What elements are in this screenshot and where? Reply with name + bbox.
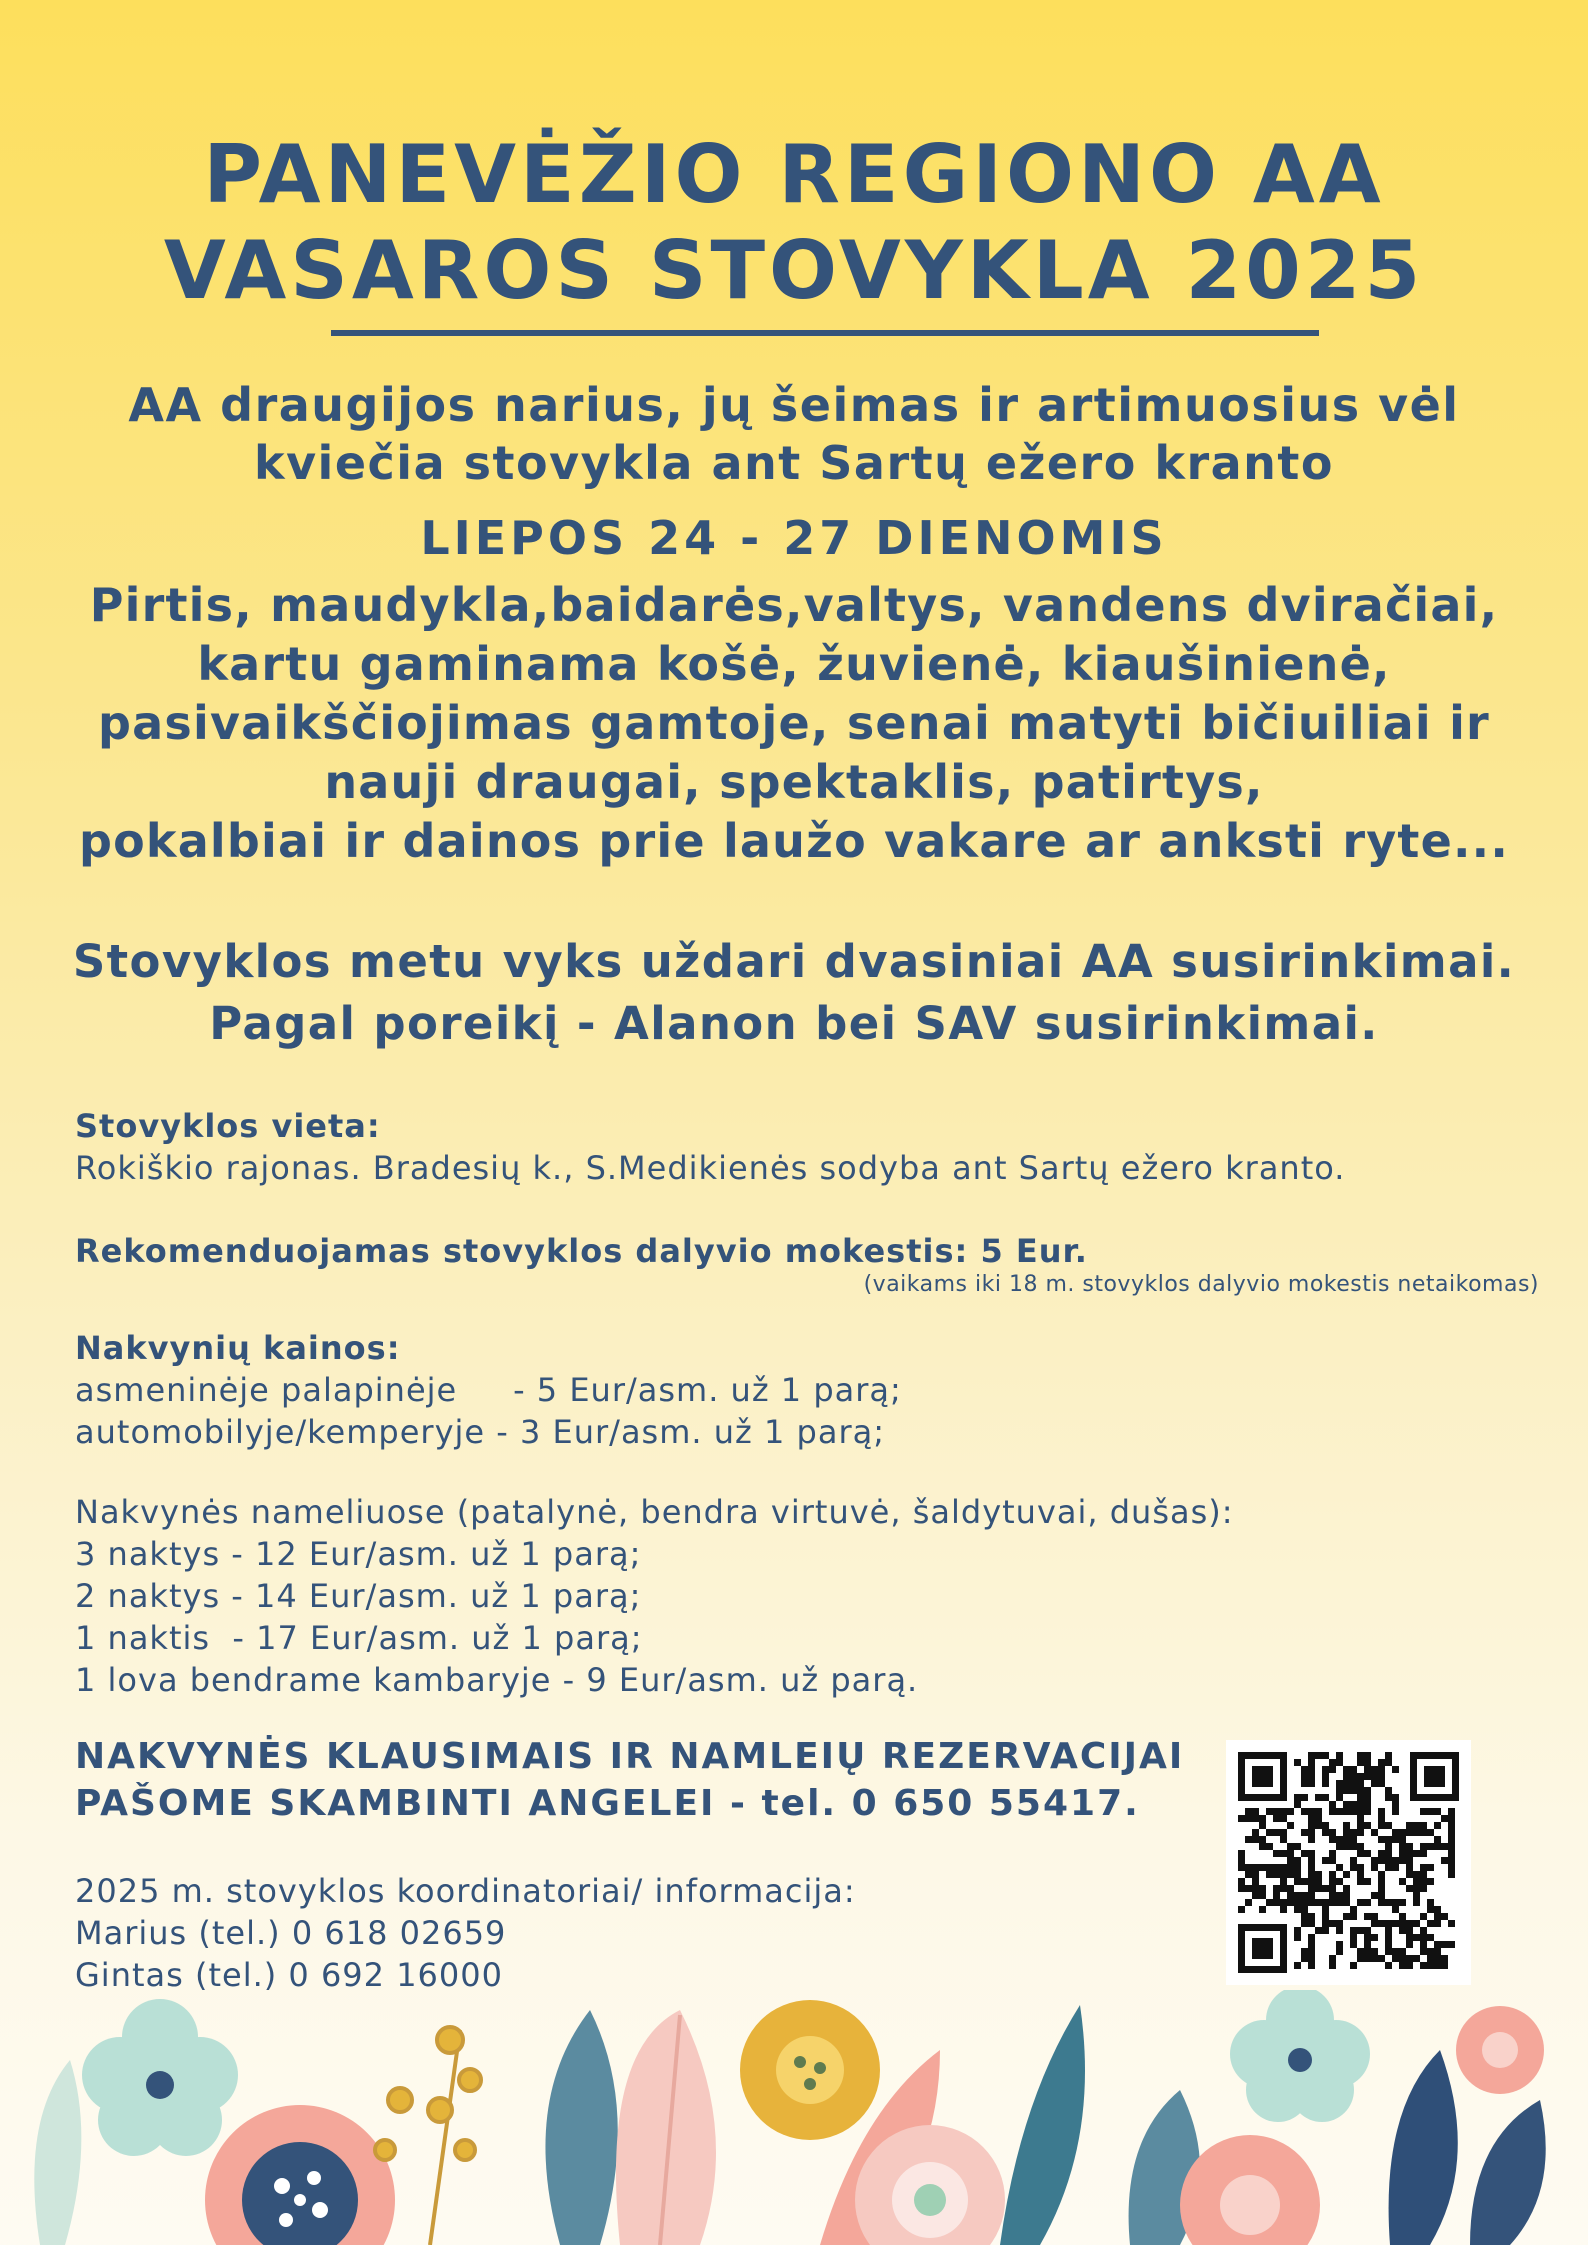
reservation-contact [75, 1733, 1184, 1827]
fee-note: (vaikams iki 18 m. stovyklos dalyvio mokestis netaikomas) [863, 1272, 1539, 1297]
fee-text: Rekomenduojamas stovyklos dalyvio mokestis: 5 Eur. [75, 1232, 1088, 1270]
lodging-section [75, 1327, 1555, 1453]
flower-icon [205, 2105, 395, 2245]
cabin-price: 1 lova bendrame kambaryje - 9 Eur/asm. už parą. [75, 1661, 919, 1699]
flower-icon [1230, 1990, 1370, 2122]
flower-icon [82, 1999, 238, 2156]
qr-code-icon [1226, 1740, 1471, 1985]
meetings-info [0, 931, 1588, 1055]
lodging-heading: Nakvynių kainos: [75, 1329, 401, 1367]
leaf-icon [545, 2010, 617, 2245]
coordinators-section [75, 1870, 856, 1996]
cabin-price: 2 naktys - 14 Eur/asm. už 1 parą; [75, 1577, 642, 1615]
location-section [75, 1105, 1555, 1189]
contact-line-1: NAKVYNĖS KLAUSIMAIS IR NAMLEIŲ REZERVACIJAI [75, 1736, 1185, 1777]
intro-line-1: AA draugijos narius, jų šeimas ir artimuosius vėl [128, 378, 1460, 432]
lodging-tent: asmeninėje palapinėje - 5 Eur/asm. už 1 parą; [75, 1371, 902, 1409]
intro-text [0, 376, 1588, 492]
meetings-line-1: Stovyklos metu vyks uždari dvasiniai AA susirinkimai. [72, 935, 1516, 988]
cabin-price: 3 naktys - 12 Eur/asm. už 1 parą; [75, 1535, 642, 1573]
leaf-icon [616, 2010, 716, 2245]
coordinator-phone: Marius (tel.) 0 618 02659 [75, 1914, 507, 1952]
event-dates: LIEPOS 24 - 27 DIENOMIS [420, 511, 1168, 565]
flowers-illustration-icon [0, 1990, 1588, 2245]
coordinators-heading: 2025 m. stovyklos koordinatoriai/ informacija: [75, 1872, 856, 1910]
activities-line: nauji draugai, spektaklis, patirtys, [324, 755, 1264, 809]
location-heading: Stovyklos vieta: [75, 1107, 381, 1145]
activities-line: Pirtis, maudykla,baidarės,valtys, vandens dviračiai, [89, 578, 1499, 632]
title-divider [331, 330, 1319, 336]
lodging-car: automobilyje/kemperyje - 3 Eur/asm. už 1 parą; [75, 1413, 885, 1451]
activities-line: pokalbiai ir dainos prie laužo vakare ar anksti ryte... [78, 814, 1510, 868]
fee-section [75, 1230, 1555, 1298]
leaf-icon [1000, 2005, 1085, 2245]
activities-list [0, 576, 1588, 871]
meetings-line-2: Pagal poreikį - Alanon bei SAV susirinkimai. [209, 997, 1379, 1050]
flower-icon [1180, 2135, 1320, 2245]
flower-icon [1456, 2006, 1544, 2094]
coordinator-phone: Gintas (tel.) 0 692 16000 [75, 1956, 503, 1994]
activities-line: pasivaikščiojimas gamtoje, senai matyti bičiuiliai ir [98, 696, 1490, 750]
flower-icon [740, 2000, 880, 2140]
cabins-section [75, 1491, 1555, 1701]
cabin-price: 1 naktis - 17 Eur/asm. už 1 parą; [75, 1619, 643, 1657]
cabins-heading: Nakvynės nameliuose (patalynė, bendra virtuvė, šaldytuvai, dušas): [75, 1493, 1234, 1531]
activities-line: kartu gaminama košė, žuvienė, kiaušinienė, [197, 637, 1391, 691]
title-line-2: VASAROS STOVYKLA 2025 [163, 224, 1425, 317]
intro-line-2: kviečia stovykla ant Sartų ežero kranto [253, 436, 1335, 490]
title-line-1: PANEVĖŽIO REGIONO AA [203, 128, 1385, 221]
leaf-icon [34, 2060, 81, 2245]
location-text: Rokiškio rajonas. Bradesių k., S.Medikienės sodyba ant Sartų ežero kranto. [75, 1149, 1346, 1187]
contact-line-2: PAŠOME SKAMBINTI ANGELEI - tel. 0 650 55417. [75, 1783, 1140, 1824]
